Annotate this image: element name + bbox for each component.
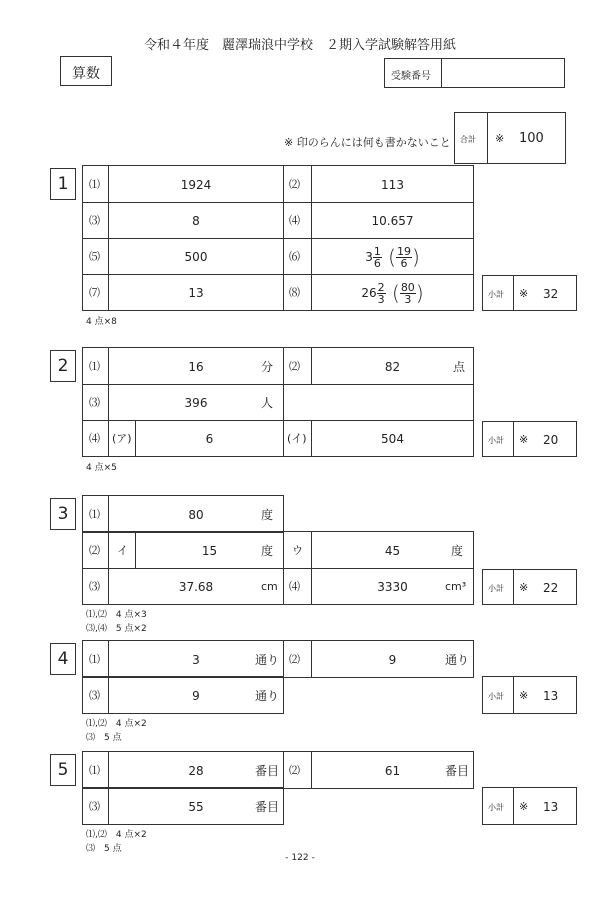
q2-grid <box>82 347 474 457</box>
q1-label-5: ⑸ <box>89 250 100 263</box>
q5-answer-2: 61 <box>384 764 401 778</box>
q2-label-1: ⑴ <box>89 360 100 373</box>
q1-a8-improper-numerator: 80 <box>400 280 415 294</box>
q3-answer-3: 37.68 <box>178 580 214 594</box>
q1-subtotal-score: 32 <box>543 287 559 301</box>
q2-answer-1: 16 <box>188 360 204 374</box>
q5-unit-1: 番目 <box>255 764 280 778</box>
q1-answer-4: 10.657 <box>371 214 414 228</box>
q4-subtotal-box <box>482 676 577 714</box>
q4-label-1: ⑴ <box>89 653 100 666</box>
q3-subtotal-score: 22 <box>543 581 559 595</box>
q1-label-2: ⑵ <box>289 178 300 191</box>
q2-label-i: (イ) <box>287 432 307 445</box>
q4-answer-2: 9 <box>388 653 397 667</box>
q4-answer-1: 3 <box>192 653 200 667</box>
q1-label-6: ⑹ <box>289 250 300 263</box>
total-box <box>454 112 566 164</box>
q5-answer-3: 55 <box>188 800 204 814</box>
q5-subtotal-score: 13 <box>543 800 559 814</box>
q3-unit-2i: 度 <box>261 544 274 558</box>
q3-subtotal-mark: ※ <box>519 581 529 594</box>
q3-label-i: イ <box>117 544 128 557</box>
q2-unit-2: 点 <box>453 360 466 374</box>
q2-answer-4b: 504 <box>381 432 404 446</box>
q1-a8-improper-denominator: 3 <box>404 292 412 306</box>
q4-unit-1: 通り <box>255 653 280 667</box>
q2-label-3: ⑶ <box>89 396 100 409</box>
q1-answer-7: 13 <box>188 286 204 300</box>
question-3-number: 3 <box>50 498 76 530</box>
q4-label-3: ⑶ <box>89 689 100 702</box>
q2-unit-1: 分 <box>261 360 274 374</box>
q4-subtotal-label: 小計 <box>488 692 504 701</box>
q3-unit-4: cm³ <box>445 580 467 593</box>
q5-row1 <box>82 751 474 789</box>
subject-box <box>60 56 112 86</box>
q5-subtotal-label: 小計 <box>488 803 504 812</box>
instruction-note: ※ 印のらんには何も書かないこと <box>284 136 451 149</box>
q3-answer-4: 3330 <box>377 580 408 594</box>
q3-subtotal-label: 小計 <box>488 584 504 593</box>
q4-points-1: ⑴,⑵ 4 点×2 <box>86 719 147 729</box>
q3-unit-3: cm <box>261 580 278 593</box>
total-mark: ※ <box>495 132 505 145</box>
q5-label-3: ⑶ <box>89 800 100 813</box>
q1-label-8: ⑻ <box>289 286 300 299</box>
q5-unit-3: 番目 <box>255 800 280 814</box>
q5-answer-1: 28 <box>188 764 204 778</box>
q4-subtotal-mark: ※ <box>519 689 529 702</box>
q5-subtotal-mark: ※ <box>519 800 529 813</box>
q5-label-1: ⑴ <box>89 764 100 777</box>
q4-row2 <box>82 676 284 714</box>
q3-row1 <box>82 495 284 533</box>
q1-answer-5: 500 <box>184 250 208 264</box>
total-label: 合計 <box>460 135 476 144</box>
q3-answer-1: 80 <box>188 508 204 522</box>
q3-subtotal-box <box>482 569 577 605</box>
exam-number-label: 受験番号 <box>391 71 431 82</box>
q4-label-2: ⑵ <box>289 653 300 666</box>
q1-a6-whole: 3 <box>365 250 373 264</box>
q2-subtotal-label: 小計 <box>488 436 504 445</box>
q2-subtotal-score: 20 <box>543 433 559 447</box>
q3-label-3: ⑶ <box>89 580 100 593</box>
q5-subtotal-box <box>482 787 577 825</box>
q3-points-2: ⑶,⑷ 5 点×2 <box>86 624 147 634</box>
q2-subtotal-box <box>482 421 577 457</box>
q3-label-4: ⑷ <box>289 580 300 593</box>
q4-row1 <box>82 640 474 678</box>
q2-points: 4 点×5 <box>86 463 117 473</box>
q1-a6-improper-denominator: 6 <box>400 256 408 270</box>
q4-unit-3: 通り <box>255 689 280 703</box>
q4-points-2: ⑶ 5 点 <box>86 733 122 743</box>
q2-unit-3: 人 <box>261 396 274 410</box>
q5-row2 <box>82 787 284 825</box>
q2-answer-4a: 6 <box>205 432 214 446</box>
q5-unit-2: 番目 <box>445 764 470 778</box>
q2-subtotal-mark: ※ <box>519 433 529 446</box>
q5-points-2: ⑶ 5 点 <box>86 844 122 854</box>
q3-points-1: ⑴,⑵ 4 点×3 <box>86 610 147 620</box>
q3-label-2: ⑵ <box>89 544 100 557</box>
q2-answer-2: 82 <box>384 360 401 374</box>
q1-subtotal-box <box>482 275 577 311</box>
exam-number-field[interactable] <box>442 59 564 87</box>
q4-subtotal-score: 13 <box>543 689 559 703</box>
q1-a8-whole: 26 <box>361 286 377 300</box>
q1-a8-denominator: 3 <box>377 292 385 306</box>
question-5-number: 5 <box>50 754 76 786</box>
q1-grid <box>82 165 474 311</box>
q2-answer-3: 396 <box>184 396 208 410</box>
q1-answer-3: 8 <box>192 214 200 228</box>
q1-label-7: ⑺ <box>89 286 100 299</box>
q3-unit-2u: 度 <box>451 544 464 558</box>
total-score: 100 <box>519 131 544 146</box>
q1-a8-numerator: 2 <box>377 280 385 294</box>
q4-answer-3: 9 <box>192 689 200 703</box>
question-2-number: 2 <box>50 350 76 382</box>
q5-points-1: ⑴,⑵ 4 点×2 <box>86 830 147 840</box>
page-title: 令和４年度 麗澤瑞浪中学校 ２期入学試験解答用紙 <box>143 38 456 53</box>
q1-a6-numerator: 1 <box>373 244 381 258</box>
exam-number-box <box>384 58 565 88</box>
q4-unit-2: 通り <box>445 653 470 667</box>
q1-answer-8: 26 $\frac{2}{3}$ ( $\frac{80}{3}$ ) <box>361 280 424 306</box>
q1-subtotal-mark: ※ <box>519 287 529 300</box>
q5-label-2: ⑵ <box>289 764 300 777</box>
q3-grid <box>82 531 474 605</box>
q3-answer-2u: 45 <box>384 544 401 558</box>
q3-answer-2i: 15 <box>201 544 218 558</box>
q1-label-1: ⑴ <box>89 178 100 191</box>
q2-label-4: ⑷ <box>89 432 100 445</box>
q1-label-4: ⑷ <box>289 214 300 227</box>
subject-label: 算数 <box>72 66 100 82</box>
page-number: - 122 - <box>285 853 315 863</box>
q2-label-a: (ア) <box>112 432 132 445</box>
question-1-number: 1 <box>50 168 76 200</box>
q1-points: 4 点×8 <box>86 317 117 327</box>
q1-answer-2: 113 <box>381 178 404 192</box>
q1-answer-1: 1924 <box>180 178 212 192</box>
question-4-number: 4 <box>50 643 76 675</box>
q3-unit-1: 度 <box>261 508 274 522</box>
q3-label-u: ウ <box>292 544 303 557</box>
q1-answer-6: 3 $\frac{1}{6}$ ( $\frac{19}{6}$ ) <box>365 244 420 270</box>
q3-label-1: ⑴ <box>89 508 100 521</box>
q1-a6-denominator: 6 <box>373 256 381 270</box>
q1-label-3: ⑶ <box>89 214 100 227</box>
q1-a6-improper-numerator: 19 <box>397 244 411 258</box>
q2-label-2: ⑵ <box>289 360 300 373</box>
q1-subtotal-label: 小計 <box>488 290 504 299</box>
